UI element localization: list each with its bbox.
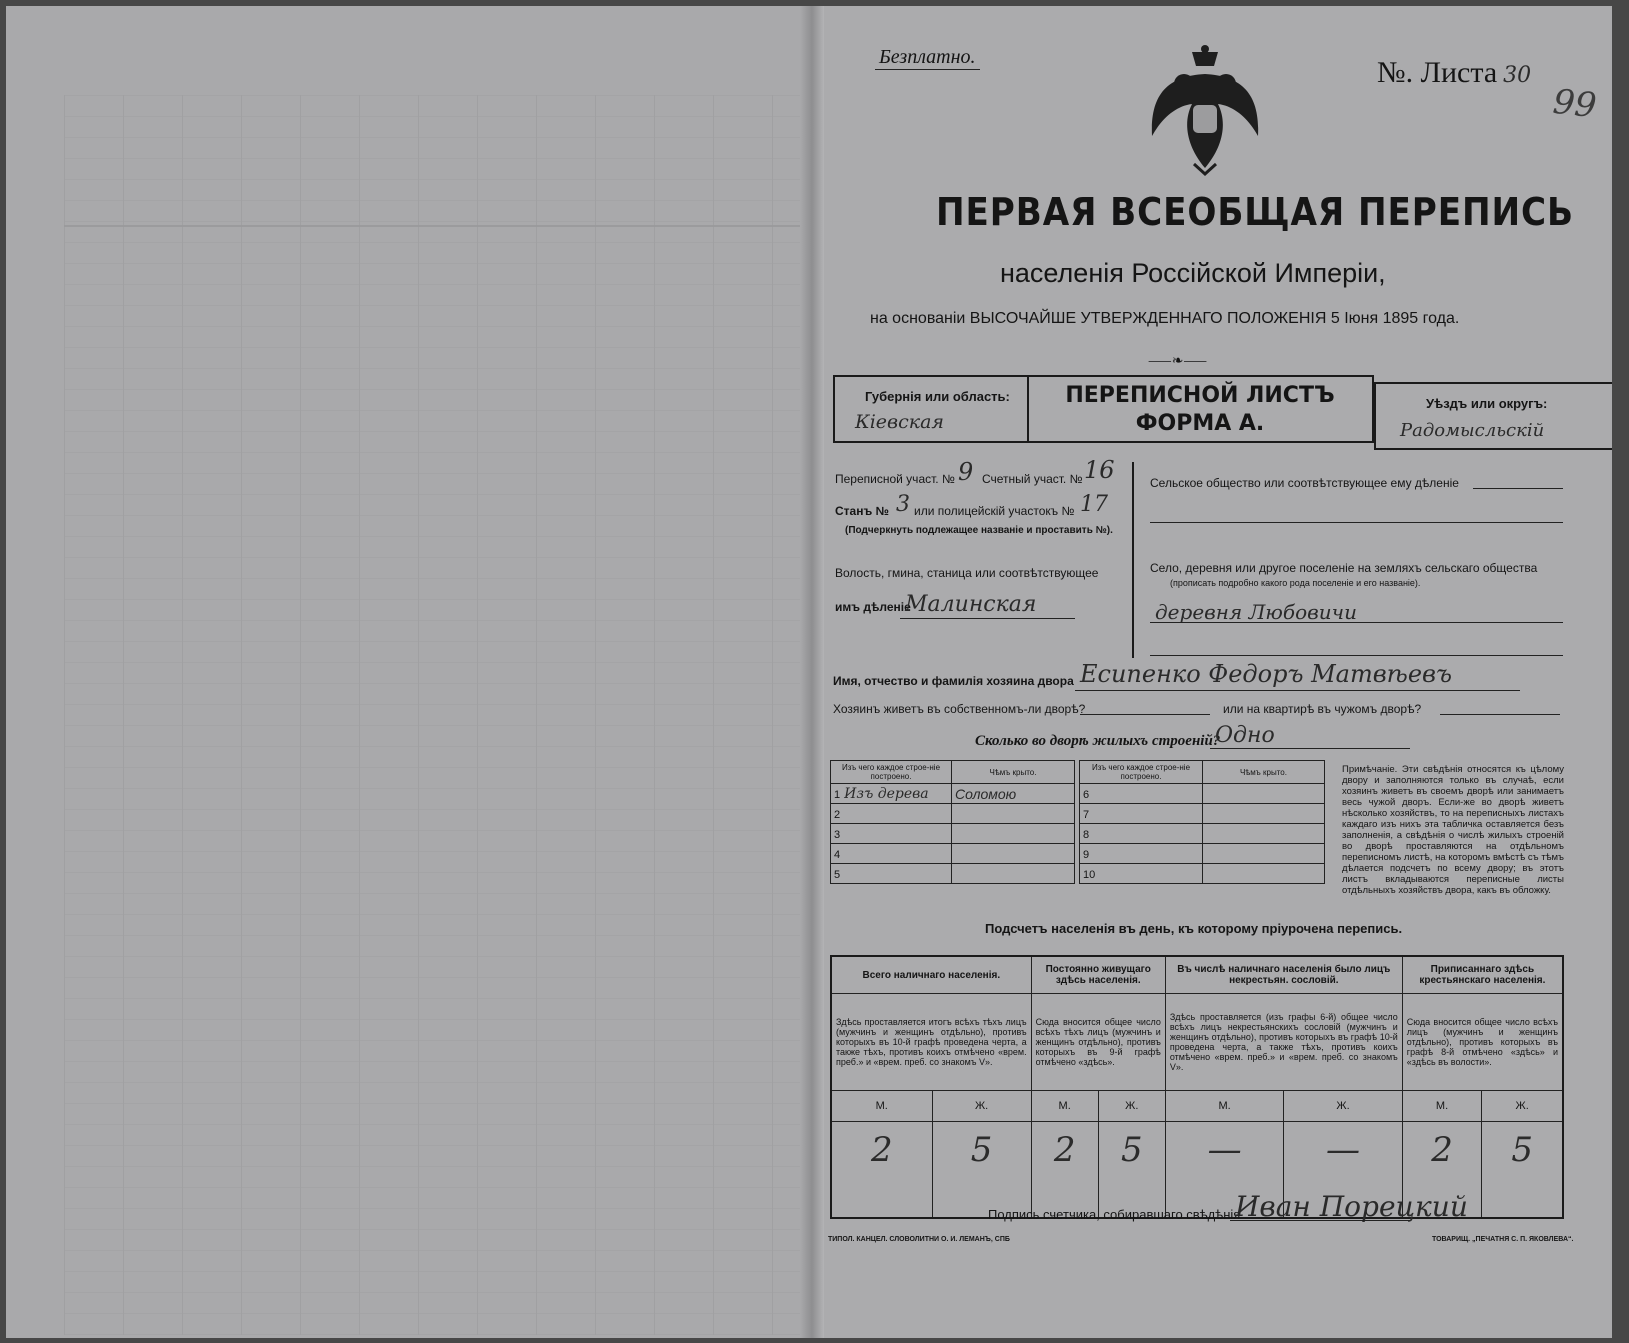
buildings-table-left — [830, 760, 1075, 884]
legal-basis: на основаніи ВЫСОЧАЙШЕ УТВЕРЖДЕННАГО ПОЛОЖЕНІЯ 5 Іюня 1895 года. — [870, 310, 1460, 327]
building-roof — [952, 864, 1075, 884]
building-roof — [1203, 784, 1325, 804]
buildings-row — [831, 784, 1075, 804]
document-title: ПЕРВАЯ ВСЕОБЩАЯ ПЕРЕПИСЬ — [936, 190, 1574, 234]
building-roof — [952, 824, 1075, 844]
summary-sex-label: М. — [831, 1091, 932, 1122]
building-material-cell — [831, 844, 952, 864]
volost-label-2: имъ дѣленіе — [835, 600, 911, 614]
building-material: Изъ дерева — [844, 785, 929, 802]
building-roof — [952, 844, 1075, 864]
buildings-row — [1080, 804, 1325, 824]
summary-value: — — [1284, 1122, 1402, 1219]
count-section-label: Счетный участ. № — [982, 472, 1083, 486]
page-fold — [800, 6, 824, 1338]
village-line-1 — [1150, 622, 1563, 623]
signature-line — [1230, 1220, 1410, 1221]
summary-description: Сюда вносится общее число всѣхъ тѣхъ лицъ (мужчинъ и женщинъ отдѣльно), противъ которыхъ въ 9-й графѣ отмѣчено «здѣсь». — [1031, 994, 1165, 1091]
buildings-row — [1080, 844, 1325, 864]
summary-description: Здѣсь проставляется итогъ всѣхъ тѣхъ лицъ (мужчинъ и женщинъ отдѣльно), противъ которыхъ въ 10-й графѣ проведена черта, а также тѣхъ, противъ коихъ отмѣчено «врем. преб.» и «врем. преб. со знакомъ V». — [831, 994, 1031, 1091]
col-roof: Чѣмъ крыто. — [952, 761, 1075, 784]
village-note: (прописать подробно какого рода поселеніе и его названіе). — [1170, 578, 1421, 588]
stamp-number: 99 — [1551, 81, 1599, 127]
summary-header: Постоянно живущаго здѣсь населенія. — [1031, 956, 1165, 994]
buildings-value: Одно — [1215, 723, 1275, 748]
district-value: Радомысльскій — [1400, 420, 1545, 441]
village-line-2 — [1150, 655, 1563, 656]
vertical-divider — [1132, 462, 1134, 658]
volost-line — [900, 618, 1075, 619]
building-number: 8 — [1083, 828, 1090, 841]
rural-society-label: Сельское общество или соотвѣтствующее ему дѣленіе — [1150, 476, 1459, 490]
building-number: 1 — [834, 788, 841, 801]
summary-value: 5 — [932, 1122, 1031, 1219]
summary-sex-label: Ж. — [932, 1091, 1031, 1122]
underline-note: (Подчеркнуть подлежащее названіе и проставить №). — [845, 525, 1113, 536]
col-roof-2: Чѣмъ крыто. — [1203, 761, 1325, 784]
summary-sex-label: Ж. — [1098, 1091, 1165, 1122]
sheet-number — [1377, 56, 1531, 90]
village-label: Село, деревня или другое поселеніе на земляхъ сельскаго общества — [1150, 561, 1538, 575]
volost-label: Волость, гмина, станица или соотвѣтствующее — [835, 566, 1099, 580]
summary-header: Въ числѣ наличнаго населенія было лицъ некрестьян. сословій. — [1165, 956, 1402, 994]
buildings-line — [1210, 748, 1410, 749]
summary-sex-label: М. — [1165, 1091, 1283, 1122]
count-section-value: 16 — [1084, 456, 1115, 484]
summary-value: 2 — [1402, 1122, 1482, 1219]
province-label: Губернія или область: — [865, 389, 1010, 404]
building-number: 10 — [1083, 868, 1096, 881]
summary-sex-label: Ж. — [1482, 1091, 1563, 1122]
sheet-label: №. Листа — [1377, 56, 1498, 89]
signature-value: Иван Порецкий — [1235, 1190, 1468, 1223]
police-section-label: или полицейскій участокъ № — [914, 504, 1075, 518]
building-material-cell — [1080, 824, 1203, 844]
building-roof — [1203, 844, 1325, 864]
buildings-row — [831, 844, 1075, 864]
buildings-label: Сколько во дворѣ жилыхъ строеній? — [975, 733, 1221, 749]
residence-own-line — [1080, 714, 1210, 715]
summary-title: Подсчетъ населенія въ день, къ которому пріурочена перепись. — [985, 921, 1403, 936]
buildings-row — [1080, 784, 1325, 804]
col-material: Изъ чего каждое строе-ніе построено. — [831, 761, 952, 784]
summary-sex-label: М. — [1031, 1091, 1098, 1122]
summary-value: — — [1165, 1122, 1283, 1219]
buildings-table-right — [1079, 760, 1325, 884]
summary-value: 2 — [831, 1122, 932, 1219]
form-title: ПЕРЕПИСНОЙ ЛИСТЪ — [1065, 383, 1335, 408]
document-subtitle: населенія Россійской Имперіи, — [1000, 258, 1386, 288]
building-material-cell — [831, 804, 952, 824]
building-material-cell — [831, 864, 952, 884]
summary-table — [830, 955, 1564, 1219]
building-number: 4 — [834, 848, 841, 861]
census-section-value: 9 — [958, 458, 974, 486]
rural-society-line-2 — [1150, 522, 1563, 523]
district-label: Уѣздъ или округъ: — [1426, 396, 1548, 411]
building-roof — [1203, 804, 1325, 824]
buildings-row — [831, 864, 1075, 884]
ornament-divider: ⸺❧⸺ — [1148, 354, 1208, 369]
summary-description: Сюда вносится общее число всѣхъ лицъ (мужчинъ и женщинъ отдѣльно), противъ которыхъ въ графѣ 8-й отмѣчено «здѣсь» и «здѣсь въ волости». — [1402, 994, 1563, 1091]
owner-line — [1075, 690, 1520, 691]
buildings-row — [1080, 864, 1325, 884]
building-roof — [1203, 864, 1325, 884]
police-section-value: 17 — [1080, 492, 1108, 517]
col-material-2: Изъ чего каждое строе-ніе построено. — [1080, 761, 1203, 784]
free-label: Безплатно. — [875, 46, 980, 70]
district-box — [1374, 382, 1612, 450]
building-number: 5 — [834, 868, 841, 881]
buildings-row — [831, 804, 1075, 824]
building-number: 2 — [834, 808, 841, 821]
sheet-value: 30 — [1503, 63, 1532, 88]
printer-credit-right: ТОВАРИЩ. „ПЕЧАТНЯ С. П. ЯКОВЛЕВА“. — [1432, 1236, 1574, 1243]
building-roof — [952, 804, 1075, 824]
printer-credit-left: ТИПОЛ. КАНЦЕЛ. СЛОВОЛИТНИ О. И. ЛЕМАНЪ, СПБ — [828, 1236, 1010, 1243]
summary-sex-label: Ж. — [1284, 1091, 1402, 1122]
stan-label: Станъ № — [835, 504, 889, 518]
stan-value: 3 — [896, 492, 910, 517]
building-number: 9 — [1083, 848, 1090, 861]
building-material-cell — [831, 784, 952, 804]
building-material-cell — [1080, 864, 1203, 884]
summary-header: Приписаннаго здѣсь крестьянскаго населенія. — [1402, 956, 1563, 994]
volost-value: Малинская — [905, 592, 1037, 617]
village-value: деревня Любовичи — [1155, 600, 1357, 624]
residence-rent-label: или на квартирѣ въ чужомъ дворѣ? — [1223, 702, 1422, 716]
summary-description: Здѣсь проставляется (изъ графы 6-й) общее число всѣхъ лицъ некрестьянскихъ сословій (мужчинъ и женщинъ отдѣльно), противъ которыхъ въ графѣ 10-й проведена черта, а также тѣхъ, противъ коихъ отмѣчено «врем. преб.» и «врем. преб. со знакомъ V». — [1165, 994, 1402, 1091]
summary-value: 2 — [1031, 1122, 1098, 1219]
form-header-box — [1025, 375, 1374, 443]
residence-rent-line — [1440, 714, 1560, 715]
summary-value: 5 — [1482, 1122, 1563, 1219]
owner-value: Есипенко Федоръ Матвѣевъ — [1080, 660, 1453, 688]
census-section-label: Переписной участ. № — [835, 472, 955, 486]
building-number: 3 — [834, 828, 841, 841]
residence-own-label: Хозяинъ живетъ въ собственномъ-ли дворѣ? — [833, 702, 1086, 716]
signature-label: Подпись счетчика, собиравшаго свѣдѣнія — [988, 1207, 1241, 1222]
building-material-cell — [1080, 844, 1203, 864]
summary-header: Всего наличнаго населенія. — [831, 956, 1031, 994]
building-material-cell — [1080, 784, 1203, 804]
summary-sex-label: М. — [1402, 1091, 1482, 1122]
rural-society-line-1 — [1473, 488, 1563, 489]
form-type: ФОРМА А. — [1135, 411, 1265, 436]
left-page-bleed-grid — [64, 95, 804, 1335]
building-roof: Соломою — [952, 784, 1075, 804]
summary-value: 5 — [1098, 1122, 1165, 1219]
buildings-note: Примѣчаніе. Эти свѣдѣнія относятся къ цѣлому двору и заполняются только въ случаѣ, если хозяинъ живетъ въ своемъ дворѣ или занимаетъ весь чужой дворъ. Если-же во дворѣ живетъ нѣсколько хозяйствъ, то на переписныхъ листахъ каждаго изъ нихъ эта табличка оставляется безъ заполненія, а свѣдѣнія о числѣ жилыхъ строеній во дворѣ проставляются на отдѣльномъ переписномъ листѣ, на которомъ вмѣстѣ съ тѣмъ дѣлается подсчетъ по всему двору; въ этотъ листъ вкладываются переписные листы отдѣльныхъ хозяйствъ двора, какъ въ обложку. — [1342, 764, 1564, 896]
imperial-eagle-icon — [1148, 44, 1262, 178]
building-number: 7 — [1083, 808, 1090, 821]
buildings-row — [1080, 824, 1325, 844]
building-material-cell — [1080, 804, 1203, 824]
building-roof — [1203, 824, 1325, 844]
building-material-cell — [831, 824, 952, 844]
buildings-row — [831, 824, 1075, 844]
province-box — [833, 375, 1029, 443]
province-value: Кіевская — [855, 411, 944, 433]
building-number: 6 — [1083, 788, 1090, 801]
owner-label: Имя, отчество и фамилія хозяина двора — [833, 674, 1074, 688]
